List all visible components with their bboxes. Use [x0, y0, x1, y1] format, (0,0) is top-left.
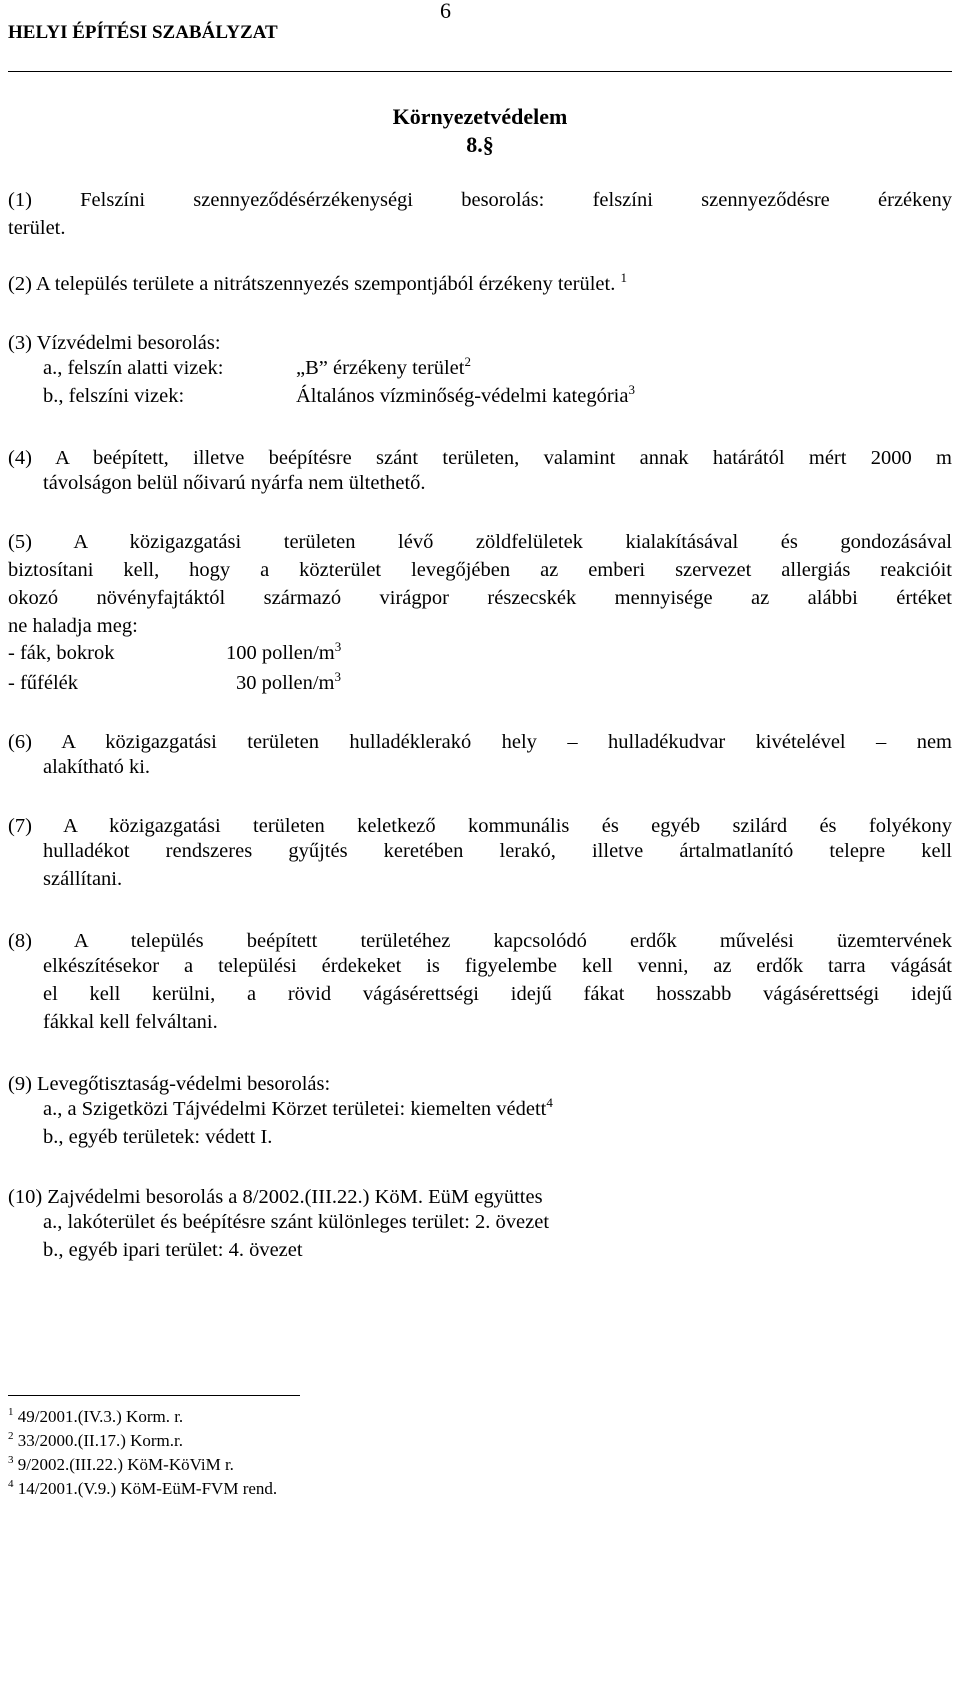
footnote-divider: [8, 1395, 300, 1396]
footnote-text: 33/2000.(II.17.) Korm.r.: [17, 1431, 184, 1450]
pollen-item-trees-value: [226, 639, 342, 665]
footnote-ref-2: 2: [464, 354, 471, 369]
footnote-ref-1: 1: [620, 270, 627, 285]
paragraph-8-line-2: elkészítésekor a települési érdekeket is figyelembe kell venni, az erdők tarra vágását: [43, 955, 952, 977]
paragraph-3-b-value-text: Általános vízminőség-védelmi kategória: [296, 385, 629, 407]
paragraph-6-line-2: alakítható ki.: [43, 756, 151, 778]
cubic-exponent: 3: [334, 669, 342, 684]
paragraph-10-a: a., lakóterület és beépítésre szánt különleges terület: 2. övezet: [43, 1211, 550, 1233]
pollen-item-grass-value: [236, 669, 342, 695]
footnote-2: [8, 1431, 183, 1451]
footnote-number: 3: [8, 1454, 14, 1466]
footnote-number: 2: [8, 1430, 14, 1442]
pollen-item-trees-value-text: 100 pollen/m: [226, 642, 335, 664]
footnote-ref-4: 4: [546, 1095, 553, 1110]
footnote-number: 1: [8, 1406, 14, 1418]
paragraph-4-line-1: (4) A beépített, illetve beépítésre szánt területen, valamint annak határától mért 2000 m: [8, 447, 952, 469]
paragraph-8-line-1: (8) A település beépített területéhez kapcsolódó erdők művelési üzemtervének: [8, 930, 952, 952]
section-title: Környezetvédelem: [392, 104, 568, 129]
paragraph-3-a-label: a., felszín alatti vizek:: [43, 357, 224, 379]
paragraph-6-line-1: (6) A közigazgatási területen hulladéklerakó hely – hulladékudvar kivételével – nem: [8, 731, 952, 753]
footnote-text: 14/2001.(V.9.) KöM-EüM-FVM rend.: [17, 1479, 278, 1498]
paragraph-1-line-1: (1) Felszíni szennyeződésérzékenységi besorolás: felszíni szennyeződésre érzékeny: [8, 189, 952, 211]
paragraph-5-line-4: ne haladja meg:: [8, 615, 138, 637]
paragraph-7-line-1: (7) A közigazgatási területen keletkező kommunális és egyéb szilárd és folyékony: [8, 815, 952, 837]
paragraph-5-line-2: biztosítani kell, hogy a közterület levegőjében az emberi szervezet allergiás reakcióit: [8, 559, 952, 581]
paragraph-1-line-2: terület.: [8, 217, 66, 239]
footnote-number: 4: [8, 1478, 14, 1490]
paragraph-7-line-2: hulladékot rendszeres gyűjtés keretében lerakó, illetve ártalmatlanító telepre kell: [43, 840, 952, 862]
paragraph-9-a-text: a., a Szigetközi Tájvédelmi Körzet területei: kiemelten védett: [43, 1098, 547, 1120]
paragraph-4-line-2: távolságon belül nőivarú nyárfa nem ültethető.: [43, 472, 426, 494]
footnote-ref-3: 3: [628, 382, 635, 397]
paragraph-2-text: (2) A település területe a nitrátszennyezés szempontjából érzékeny terület.: [8, 273, 616, 295]
paragraph-2: [8, 270, 627, 298]
paragraph-10-label: (10) Zajvédelmi besorolás a 8/2002.(III.22.) KöM. EüM együttes: [8, 1186, 543, 1208]
paragraph-5-line-3: okozó növényfajtáktól származó virágpor részecskék mennyisége az alábbi értéket: [8, 587, 952, 609]
paragraph-3-a-value-text: „B” érzékeny terület: [296, 357, 465, 379]
paragraph-8-line-4: fákkal kell felváltani.: [43, 1011, 218, 1033]
paragraph-3-label: (3) Vízvédelmi besorolás:: [8, 332, 221, 354]
footnote-1: [8, 1407, 183, 1427]
header-divider: [8, 71, 952, 72]
paragraph-3-b-label: b., felszíni vizek:: [43, 385, 185, 407]
paragraph-8-line-3: el kell kerülni, a rövid vágásérettségi idejű fákat hosszabb vágásérettségi idejű: [43, 983, 952, 1005]
paragraph-9-b: b., egyéb területek: védett I.: [43, 1126, 273, 1148]
footnote-3: [8, 1455, 234, 1475]
paragraph-10-b: b., egyéb ipari terület: 4. övezet: [43, 1239, 303, 1261]
pollen-item-grass-value-text: 30 pollen/m: [236, 672, 335, 694]
paragraph-5-line-1: (5) A közigazgatási területen lévő zöldfelületek kialakításával és gondozásával: [8, 531, 952, 553]
paragraph-3-b-value: [296, 382, 635, 408]
pollen-item-trees-label: - fák, bokrok: [8, 642, 115, 664]
page-number: 6: [440, 0, 451, 23]
document-header-title: HELYI ÉPÍTÉSI SZABÁLYZAT: [8, 22, 278, 43]
paragraph-3-a-value: [296, 354, 471, 380]
paragraph-7-line-3: szállítani.: [43, 868, 123, 890]
pollen-item-grass-label: - fűfélék: [8, 672, 78, 694]
footnote-text: 49/2001.(IV.3.) Korm. r.: [17, 1407, 184, 1426]
cubic-exponent: 3: [334, 639, 342, 654]
footnote-4: [8, 1479, 277, 1499]
section-number: 8.§: [466, 132, 494, 157]
paragraph-9-a: [43, 1095, 553, 1121]
paragraph-9-label: (9) Levegőtisztaság-védelmi besorolás:: [8, 1073, 331, 1095]
footnote-text: 9/2002.(III.22.) KöM-KöViM r.: [17, 1455, 234, 1474]
